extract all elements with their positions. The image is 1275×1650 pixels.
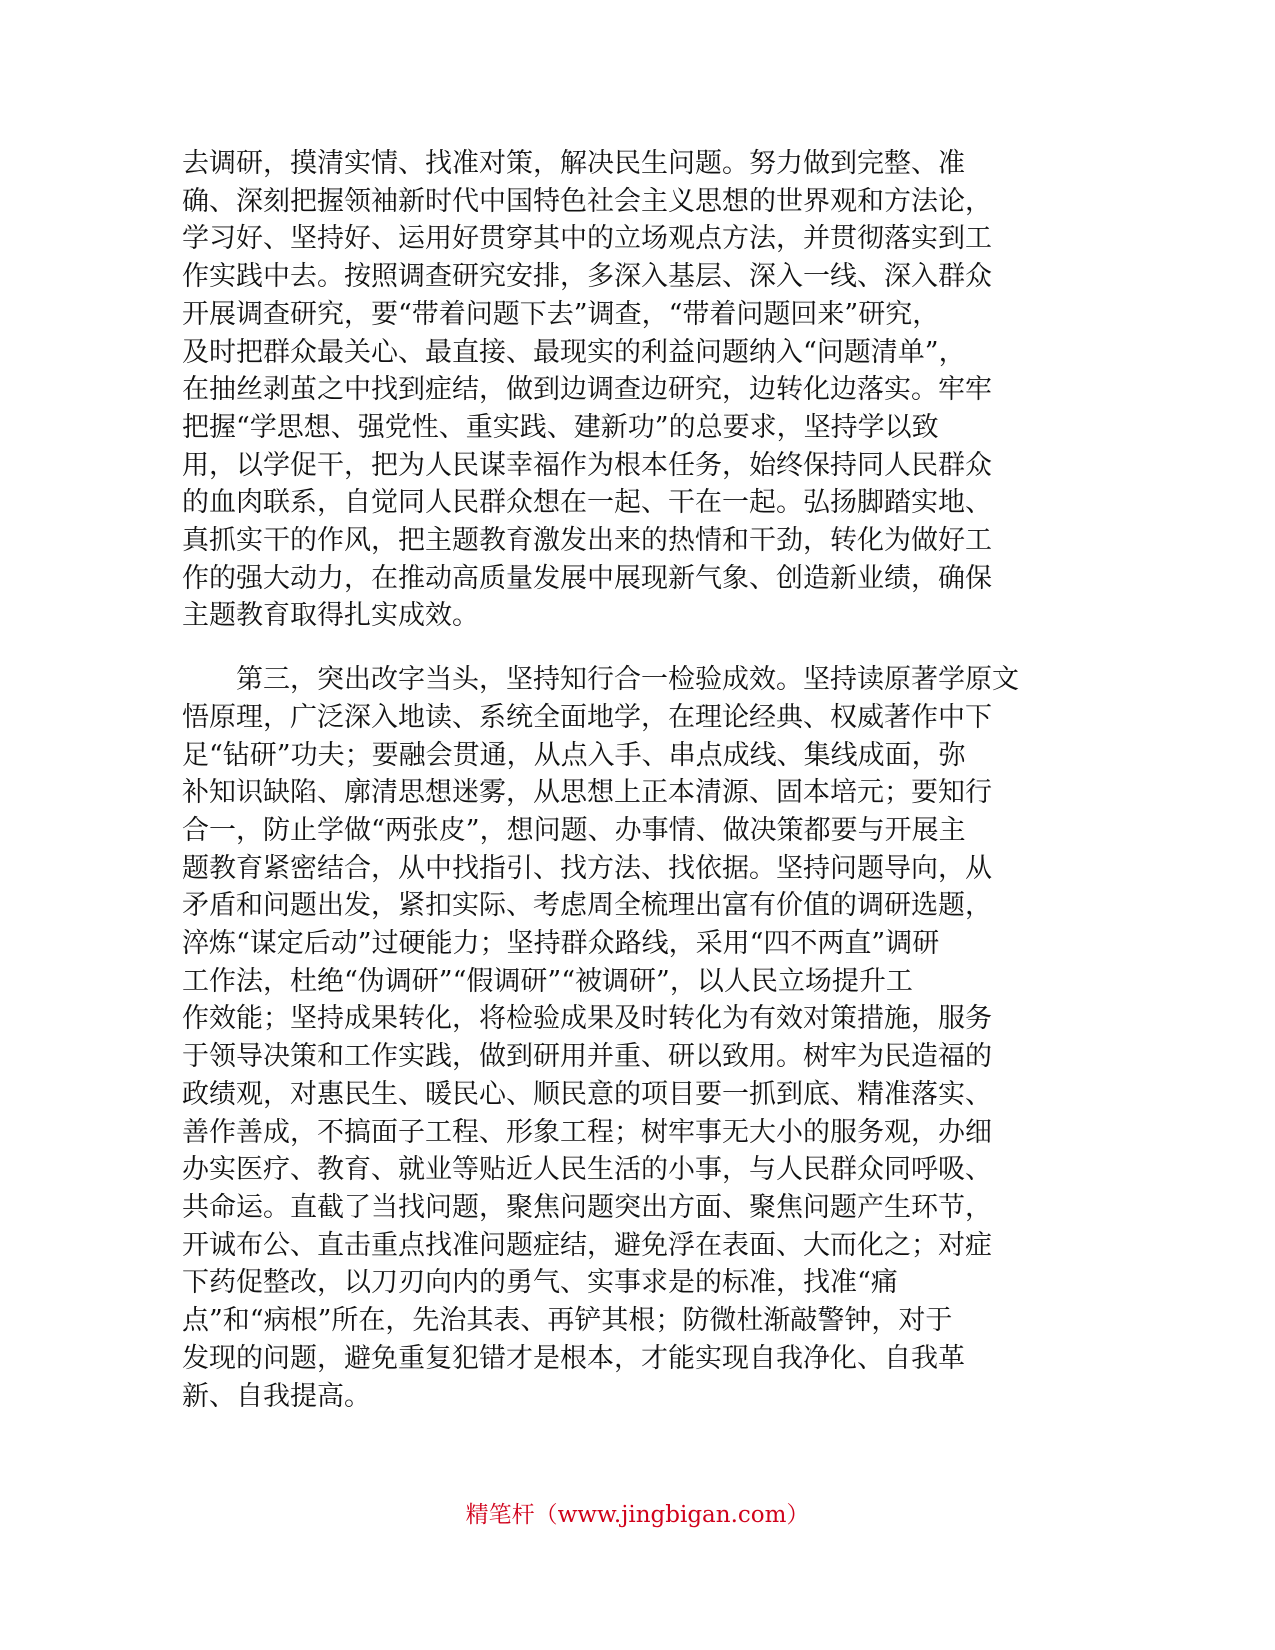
text-line: 开诚布公、直击重点找准问题症结，避免浮在表面、大而化之；对症 xyxy=(182,1229,992,1261)
text-line: 作的强大动力，在推动高质量发展中展现新气象、创造新业绩，确保 xyxy=(182,562,992,594)
text-line: 的血肉联系，自觉同人民群众想在一起、干在一起。弘扬脚踏实地、 xyxy=(182,487,992,519)
text-line: 下药促整改，以刀刃向内的勇气、实事求是的标准，找准“痛 xyxy=(182,1267,898,1299)
text-line: 悟原理，广泛深入地读、系统全面地学，在理论经典、权威著作中下 xyxy=(182,701,992,733)
text-line: 作效能；坚持成果转化，将检验成果及时转化为有效对策措施，服务 xyxy=(182,1003,992,1035)
paragraph-2 xyxy=(182,661,1062,1415)
text-line: 开展调查研究，要“带着问题下去”调查，“带着问题回来”研究， xyxy=(182,298,940,330)
text-line: 足“钻研”功夫；要融会贯通，从点入手、串点成线、集线成面，弥 xyxy=(182,739,966,771)
footer-watermark-text: 精笔杆（www.jingbigan.com） xyxy=(465,1502,810,1528)
text-line: 共命运。直截了当找问题，聚焦问题突出方面、聚焦问题产生环节， xyxy=(182,1191,992,1223)
paragraph-1 xyxy=(182,145,1062,635)
text-line: 新、自我提高。 xyxy=(182,1380,371,1412)
text-line: 善作善成，不搞面子工程、形象工程；树牢事无大小的服务观，办细 xyxy=(182,1116,992,1148)
text-line: 矛盾和问题出发，紧扣实际、考虑周全梳理出富有价值的调研选题， xyxy=(182,890,992,922)
text-line: 政绩观，对惠民生、暖民心、顺民意的项目要一抓到底、精准落实、 xyxy=(182,1078,992,1110)
text-line: 补知识缺陷、廓清思想迷雾，从思想上正本清源、固本培元；要知行 xyxy=(182,777,992,809)
text-line: 办实医疗、教育、就业等贴近人民生活的小事，与人民群众同呼吸、 xyxy=(182,1154,992,1186)
text-line: 及时把群众最关心、最直接、最现实的利益问题纳入“问题清单”， xyxy=(182,336,966,368)
text-line: 工作法，杜绝“伪调研”“假调研”“被调研”，以人民立场提升工 xyxy=(182,965,913,997)
text-line: 学习好、坚持好、运用好贯穿其中的立场观点方法，并贯彻落实到工 xyxy=(182,223,992,255)
text-line: 主题教育取得扎实成效。 xyxy=(182,600,479,632)
text-line: 合一，防止学做“两张皮”，想问题、办事情、做决策都要与开展主 xyxy=(182,814,966,846)
text-line: 真抓实干的作风，把主题教育激发出来的热情和干劲，转化为做好工 xyxy=(182,525,992,557)
text-line: 淬炼“谋定后动”过硬能力；坚持群众路线，采用“四不两直”调研 xyxy=(182,928,940,960)
text-line: 于领导决策和工作实践，做到研用并重、研以致用。树牢为民造福的 xyxy=(182,1041,992,1073)
document-body xyxy=(182,145,1062,1415)
text-line: 作实践中去。按照调查研究安排，多深入基层、深入一线、深入群众 xyxy=(182,261,992,293)
text-line: 去调研，摸清实情、找准对策，解决民生问题。努力做到完整、准 xyxy=(182,148,965,179)
text-line: 第三，突出改字当头，坚持知行合一检验成效。坚持读原著学原文 xyxy=(182,664,1019,696)
text-line: 用，以学促干，把为人民谋幸福作为根本任务，始终保持同人民群众 xyxy=(182,449,992,481)
text-line: 发现的问题，避免重复犯错才是根本，才能实现自我净化、自我革 xyxy=(182,1342,965,1374)
text-line: 题教育紧密结合，从中找指引、找方法、找依据。坚持问题导向，从 xyxy=(182,852,992,884)
text-line: 点”和“病根”所在，先治其表、再铲其根；防微杜渐敲警钟，对于 xyxy=(182,1305,953,1337)
text-line: 确、深刻把握领袖新时代中国特色社会主义思想的世界观和方法论， xyxy=(182,185,992,217)
text-line: 在抽丝剥茧之中找到症结，做到边调查边研究，边转化边落实。牢牢 xyxy=(182,374,992,406)
text-line: 把握“学思想、强党性、重实践、建新功”的总要求，坚持学以致 xyxy=(182,411,939,443)
paragraph-spacer xyxy=(182,635,1062,661)
